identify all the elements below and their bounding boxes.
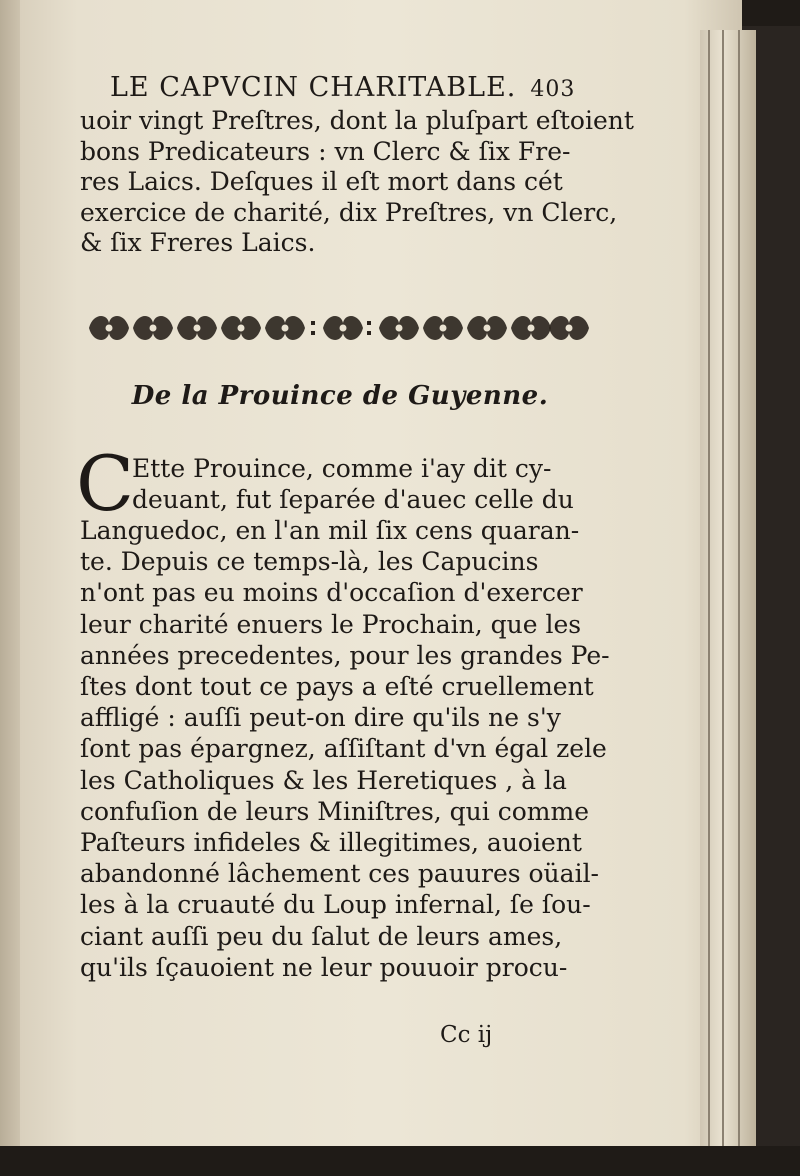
intro-line: uoir vingt Preſtres, dont la pluſpart eſtoient — [80, 106, 634, 135]
body-line: Ette Prouince, comme i'ay dit cy- — [132, 453, 552, 483]
intro-line: bons Predicateurs : vn Clerc & ſix Fre- — [80, 136, 571, 166]
body-line: n'ont pas eu moins d'occaſion d'exercer — [80, 578, 583, 608]
running-head — [110, 72, 600, 106]
body-line: ciant auſſi peu du ſalut de leurs ames, — [80, 921, 563, 951]
signature-mark: Cc ij — [440, 1022, 493, 1048]
body-paragraph — [76, 438, 610, 983]
section-title: De la Prouince de Guyenne. — [131, 380, 549, 411]
body-line: qu'ils ſçauoient ne leur pouuoir procu- — [80, 952, 568, 982]
drop-cap: C — [76, 438, 135, 528]
body-line: les à la cruauté du Loup infernal, ſe ſou- — [80, 890, 591, 920]
body-line: abandonné lâchement ces pauures oüail- — [80, 859, 600, 889]
body-line: deuant, fut ſeparée d'auec celle du — [132, 484, 574, 514]
body-line: affligé : auſſi peut-on dire qu'ils ne s'y — [80, 703, 561, 733]
intro-line: & ſix Freres Laics. — [80, 228, 316, 257]
ornamental-band — [85, 307, 590, 349]
intro-paragraph — [80, 106, 634, 259]
body-line: les Catholiques & les Heretiques , à la — [80, 765, 567, 795]
page-text — [76, 72, 634, 983]
body-line: te. Depuis ce temps-là, les Capucins — [80, 547, 539, 577]
body-line: années precedentes, pour les grandes Pe- — [80, 640, 610, 670]
body-line: Languedoc, en l'an mil ſix cens quaran- — [80, 515, 580, 545]
right-page-edges — [700, 30, 756, 1150]
body-line: leur charité enuers le Prochain, que les — [80, 609, 582, 639]
scan-bottom-border — [0, 1146, 800, 1176]
body-line: ſtes dont tout ce pays a eſté cruellement — [80, 671, 594, 701]
body-line: confuſion de leurs Miniſtres, qui comme — [80, 796, 589, 826]
page-number: 403 — [530, 77, 576, 102]
body-line: ſont pas épargnez, aſſiſtant d'vn égal zele — [80, 734, 607, 764]
intro-line: exercice de charité, dix Preſtres, vn Clerc, — [80, 197, 618, 227]
body-line: Paſteurs infideles & illegitimes, auoient — [80, 827, 582, 857]
intro-line: res Laics. Deſques il eſt mort dans cét — [80, 167, 563, 196]
running-head-title: LE CAPVCIN CHARITABLE. — [110, 72, 517, 103]
